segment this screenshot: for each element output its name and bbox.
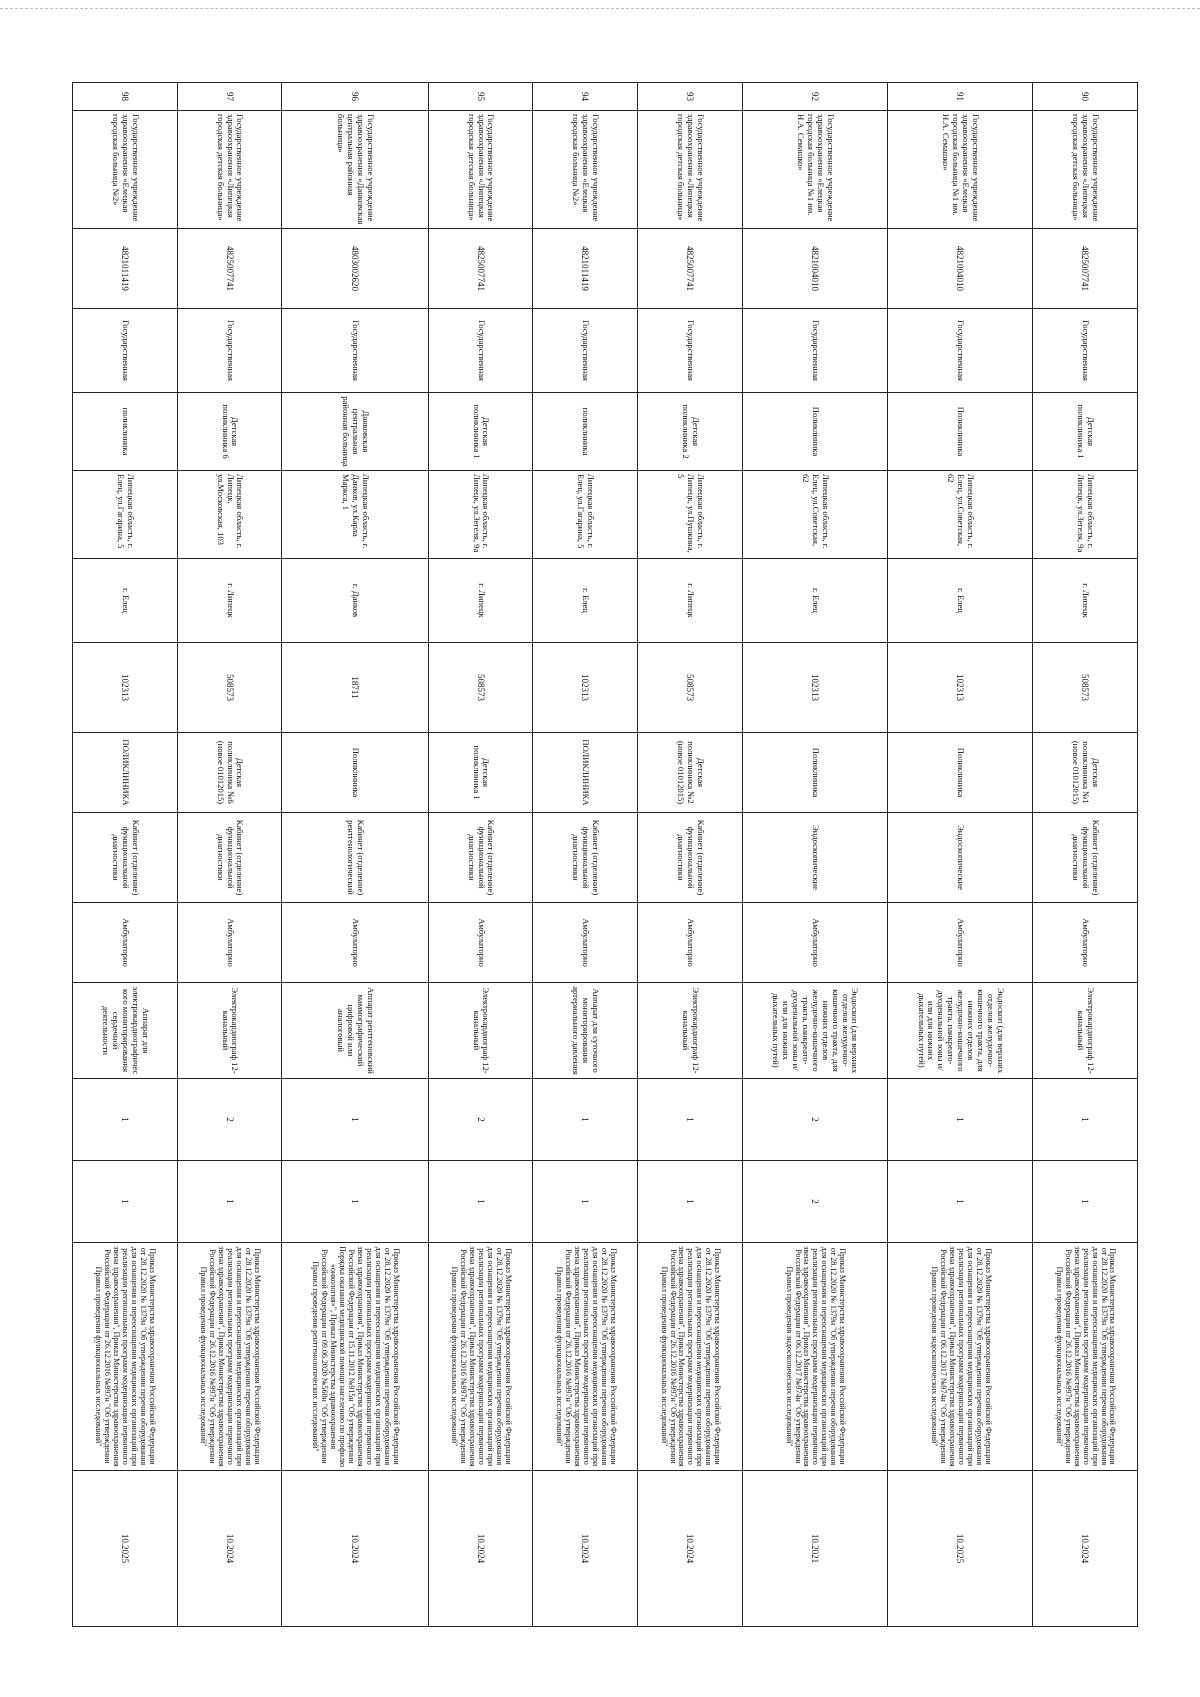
row-number-cell: 97	[177, 83, 282, 111]
oktmo-code-cell: 102313	[888, 643, 1033, 733]
legal-basis-cell: Приказ Министерства здравоохранения Российской Федерации от 28.12.2020 № 1379н "Об утверждении перечня оборудования для оснащения и переоснащения медицинских организаций при реализации региональных программ модернизации первичного звена здравоохранения", Приказ Министерства здравоохранения Российской Федерации от 26.12.2016 №997н "Об утверждении Правил проведения функциональных исследований"	[177, 1243, 282, 1471]
cabinet-cell: Кабинет (отделение) функциональной диагностики	[638, 813, 743, 903]
quantity-cell: 1	[73, 1079, 178, 1161]
address-cell: Липецкая область, г. Липецк, ул.Зегеля, 9а	[428, 471, 533, 559]
oktmo-code-cell: 508573	[638, 643, 743, 733]
quantity-needed-cell: 1	[73, 1161, 178, 1243]
quantity-cell: 2	[428, 1079, 533, 1161]
care-mode-cell: Амбулаторно	[533, 903, 638, 983]
division-cell: Детская поликлиника №2 (новое 01012015)	[638, 733, 743, 813]
inn-code-cell: 4821011419	[73, 229, 178, 309]
table-row	[1033, 83, 1138, 1627]
delivery-date-cell: 10.2024	[1033, 1471, 1138, 1627]
quantity-needed-cell: 1	[177, 1161, 282, 1243]
table-row	[282, 83, 428, 1627]
address-cell: Липецкая область, г. Елец, ул.Советская, 62	[742, 471, 887, 559]
address-cell: Липецкая область, г. Данков, ул.Карла Маркса, 1	[282, 471, 428, 559]
ownership-form-cell: Государственная	[73, 309, 178, 393]
address-cell: Липецкая область, г. Липецк, ул.Московская, 103	[177, 471, 282, 559]
legal-basis-cell: Приказ Министерства здравоохранения Российской Федерации от 28.12.2020 № 1379н "Об утверждении перечня оборудования для оснащения и переоснащения медицинских организаций при реализации региональных программ модернизации первичного звена здравоохранения", Приказ Министерства здравоохранения Российской Федерации от 26.12.2016 №997н "Об утверждении Правил проведения функциональных исследований"	[533, 1243, 638, 1471]
division-cell: Детская поликлиника №1 (новое 01012015)	[1033, 733, 1138, 813]
oktmo-code-cell: 508573	[177, 643, 282, 733]
row-number-cell: 92	[742, 83, 887, 111]
division-cell: Поликлиника	[282, 733, 428, 813]
oktmo-code-cell: 508573	[428, 643, 533, 733]
equipment-name-cell: Электрокардиограф 12-канальный	[1033, 983, 1138, 1079]
organization-name-cell: Государственное учреждение здравоохранения «Липецкая городская детская больница»	[638, 111, 743, 229]
address-cell: Липецкая область, г. Елец, ул.Гагарина, 5	[73, 471, 178, 559]
oktmo-code-cell: 102313	[533, 643, 638, 733]
equipment-name-cell: Аппарат для электрокардиографического мониторирования сердечной деятельности	[73, 983, 178, 1079]
ownership-form-cell: Государственная	[177, 309, 282, 393]
cabinet-cell: Эндоскопические	[742, 813, 887, 903]
equipment-name-cell: Аппарат рентгеновский маммографический цифровой или аналоговый	[282, 983, 428, 1079]
delivery-date-cell: 10.2025	[888, 1471, 1033, 1627]
ownership-form-cell: Государственная	[742, 309, 887, 393]
legal-basis-cell: Приказ Министерства здравоохранения Российской Федерации от 28.12.2020 № 1379н "Об утверждении перечня оборудования для оснащения и переоснащения медицинских организаций при реализации региональных программ модернизации первичного звена здравоохранения", Приказ Министерства здравоохранения Российской Федерации от 26.12.2016 №997н "Об утверждении Правил проведения функциональных исследований"	[638, 1243, 743, 1471]
delivery-date-cell: 10.2024	[282, 1471, 428, 1627]
care-mode-cell: Амбулаторно	[428, 903, 533, 983]
division-cell: Детская поликлиника №6 (новое 01012015)	[177, 733, 282, 813]
table-row	[533, 83, 638, 1627]
quantity-cell: 1	[533, 1079, 638, 1161]
quantity-needed-cell: 1	[428, 1161, 533, 1243]
row-number-cell: 91	[888, 83, 1033, 111]
legal-basis-cell: Приказ Министерства здравоохранения Российской Федерации от 28.12.2020 № 1379н "Об утверждении перечня оборудования для оснащения и переоснащения медицинских организаций при реализации региональных программ модернизации первичного звена здравоохранения", Приказ Министерства здравоохранения Российской Федерации от 06.12.2017 №974н "Об утверждении Правил проведения эндоскопических исследований"	[888, 1243, 1033, 1471]
legal-basis-cell: Приказ Министерства здравоохранения Российской Федерации от 28.12.2020 № 1379н "Об утверждении перечня оборудования для оснащения и переоснащения медицинских организаций при реализации региональных программ модернизации первичного звена здравоохранения", Приказ Министерства здравоохранения Российской Федерации от 06.12.2017 №974н "Об утверждении Правил проведения эндоскопических исследований"	[742, 1243, 887, 1471]
legal-basis-cell: Приказ Министерства здравоохранения Российской Федерации от 28.12.2020 № 1379н "Об утверждении перечня оборудования для оснащения и переоснащения медицинских организаций при реализации региональных программ модернизации первичного звена здравоохранения", Приказ Министерства здравоохранения Российской Федерации от 15.11.2012 №915н "Об утверждении Порядка оказания медицинской помощи населению по профилю «онкология»", Приказ Министерства здравоохранения Российской Федерации от 09.06.2020 №560н "Об утверждении Правил проведения рентгенологических исследований"	[282, 1243, 428, 1471]
cabinet-cell: Кабинет (отделение) функциональной диагностики	[533, 813, 638, 903]
legal-basis-cell: Приказ Министерства здравоохранения Российской Федерации от 28.12.2020 № 1379н "Об утверждении перечня оборудования для оснащения и переоснащения медицинских организаций при реализации региональных программ модернизации первичного звена здравоохранения", Приказ Министерства здравоохранения Российской Федерации от 26.12.2016 №997н "Об утверждении Правил проведения функциональных исследований"	[428, 1243, 533, 1471]
care-mode-cell: Амбулаторно	[888, 903, 1033, 983]
delivery-date-cell: 10.2024	[533, 1471, 638, 1627]
page-top-edge	[0, 8, 1200, 9]
inn-code-cell: 4825007741	[177, 229, 282, 309]
address-cell: Липецкая область, г. Липецк, ул.Пушкина, 5	[638, 471, 743, 559]
legal-basis-cell: Приказ Министерства здравоохранения Российской Федерации от 28.12.2020 № 1379н "Об утверждении перечня оборудования для оснащения и переоснащения медицинских организаций при реализации региональных программ модернизации первичного звена здравоохранения", Приказ Министерства здравоохранения Российской Федерации от 26.12.2016 №997н "Об утверждении Правил проведения функциональных исследований"	[73, 1243, 178, 1471]
ownership-form-cell: Государственная	[533, 309, 638, 393]
cabinet-cell: Кабинет (отделение) рентгенологический	[282, 813, 428, 903]
organization-name-cell: Государственное учреждение здравоохранения «Елецкая городская больница №2»	[73, 111, 178, 229]
equipment-name-cell: Аппарат для суточного мониторирования артериального давления	[533, 983, 638, 1079]
city-cell: г. Елец	[73, 559, 178, 643]
division-cell: Детская поликлиника 1	[428, 733, 533, 813]
division-cell: Поликлиника	[742, 733, 887, 813]
organization-name-cell: Государственное учреждение здравоохранения «Липецкая городская детская больница»	[1033, 111, 1138, 229]
table-row	[73, 83, 178, 1627]
equipment-name-cell: Электрокардиограф 12-канальный	[638, 983, 743, 1079]
care-mode-cell: Амбулаторно	[282, 903, 428, 983]
delivery-date-cell: 10.2024	[428, 1471, 533, 1627]
city-cell: г. Липецк	[638, 559, 743, 643]
row-number-cell: 98	[73, 83, 178, 111]
structural-unit-cell: Детская поликлиника 1	[428, 393, 533, 471]
table-row	[742, 83, 887, 1627]
row-number-cell: 93	[638, 83, 743, 111]
cabinet-cell: Кабинет (отделение) функциональной диагностики	[1033, 813, 1138, 903]
city-cell: г. Липецк	[428, 559, 533, 643]
quantity-needed-cell: 1	[638, 1161, 743, 1243]
care-mode-cell: Амбулаторно	[1033, 903, 1138, 983]
structural-unit-cell: Детская поликлиника 2	[638, 393, 743, 471]
division-cell: Поликлиника	[888, 733, 1033, 813]
cabinet-cell: Кабинет (отделение) функциональной диагностики	[428, 813, 533, 903]
organization-name-cell: Государственное учреждение здравоохранения «Елецкая городская больница №1 им. Н.А. Семашко»	[742, 111, 887, 229]
structural-unit-cell: Детская поликлиника 1	[1033, 393, 1138, 471]
inn-code-cell: 4825007741	[638, 229, 743, 309]
delivery-date-cell: 10.2024	[638, 1471, 743, 1627]
quantity-needed-cell: 1	[533, 1161, 638, 1243]
city-cell: г. Липецк	[1033, 559, 1138, 643]
table-row	[888, 83, 1033, 1627]
organization-name-cell: Государственное учреждение здравоохранения «Данковская центральная районная больница»	[282, 111, 428, 229]
organization-name-cell: Государственное учреждение здравоохранения «Елецкая городская больница №2»	[533, 111, 638, 229]
ownership-form-cell: Государственная	[888, 309, 1033, 393]
organization-name-cell: Государственное учреждение здравоохранения «Липецкая городская детская больница»	[177, 111, 282, 229]
structural-unit-cell: Поликлиника	[888, 393, 1033, 471]
quantity-cell: 1	[282, 1079, 428, 1161]
city-cell: г. Елец	[742, 559, 887, 643]
address-cell: Липецкая область, г. Липецк, ул.Зегеля, 9а	[1033, 471, 1138, 559]
care-mode-cell: Амбулаторно	[177, 903, 282, 983]
structural-unit-cell: поликлиника	[73, 393, 178, 471]
oktmo-code-cell: 102313	[73, 643, 178, 733]
quantity-cell: 2	[177, 1079, 282, 1161]
oktmo-code-cell: 508573	[1033, 643, 1138, 733]
equipment-name-cell: Электрокардиограф 12-канальный	[428, 983, 533, 1079]
row-number-cell: 95	[428, 83, 533, 111]
care-mode-cell: Амбулаторно	[742, 903, 887, 983]
ownership-form-cell: Государственная	[638, 309, 743, 393]
care-mode-cell: Амбулаторно	[638, 903, 743, 983]
quantity-needed-cell: 1	[888, 1161, 1033, 1243]
quantity-cell: 1	[888, 1079, 1033, 1161]
structural-unit-cell: Данковская центральная районная больница	[282, 393, 428, 471]
city-cell: г. Елец	[533, 559, 638, 643]
legal-basis-cell: Приказ Министерства здравоохранения Российской Федерации от 28.12.2020 № 1379н "Об утверждении перечня оборудования для оснащения и переоснащения медицинских организаций при реализации региональных программ модернизации первичного звена здравоохранения", Приказ Министерства здравоохранения Российской Федерации от 26.12.2016 №997н "Об утверждении Правил проведения функциональных исследований"	[1033, 1243, 1138, 1471]
division-cell: ПОЛИКЛИНИКА	[73, 733, 178, 813]
organization-name-cell: Государственное учреждение здравоохранения «Елецкая городская больница №1 им. Н.А. Семашко»	[888, 111, 1033, 229]
equipment-table	[72, 82, 1138, 1627]
ownership-form-cell: Государственная	[282, 309, 428, 393]
organization-name-cell: Государственное учреждение здравоохранения «Липецкая городская детская больница»	[428, 111, 533, 229]
address-cell: Липецкая область, г. Елец, ул.Советская, 62	[888, 471, 1033, 559]
inn-code-cell: 4825007741	[428, 229, 533, 309]
cabinet-cell: Эндоскопические	[888, 813, 1033, 903]
delivery-date-cell: 10.2024	[177, 1471, 282, 1627]
quantity-needed-cell: 1	[282, 1161, 428, 1243]
structural-unit-cell: Детская поликлиника 6	[177, 393, 282, 471]
structural-unit-cell: Поликлиника	[742, 393, 887, 471]
inn-code-cell: 4821011419	[533, 229, 638, 309]
oktmo-code-cell: 18711	[282, 643, 428, 733]
quantity-cell: 1	[1033, 1079, 1138, 1161]
ownership-form-cell: Государственная	[1033, 309, 1138, 393]
equipment-name-cell: Электрокардиограф 12-канальный	[177, 983, 282, 1079]
inn-code-cell: 4821004010	[888, 229, 1033, 309]
cabinet-cell: Кабинет (отделение) функциональной диагностики	[73, 813, 178, 903]
city-cell: г. Липецк	[177, 559, 282, 643]
table-row	[428, 83, 533, 1627]
quantity-cell: 2	[742, 1079, 887, 1161]
cabinet-cell: Кабинет (отделение) функциональной диагностики	[177, 813, 282, 903]
row-number-cell: 96	[282, 83, 428, 111]
oktmo-code-cell: 102313	[742, 643, 887, 733]
city-cell: г. Елец	[888, 559, 1033, 643]
inn-code-cell: 4803002620	[282, 229, 428, 309]
division-cell: ПОЛИКЛИНИКА	[533, 733, 638, 813]
quantity-needed-cell: 2	[742, 1161, 887, 1243]
quantity-needed-cell: 1	[1033, 1161, 1138, 1243]
quantity-cell: 1	[638, 1079, 743, 1161]
delivery-date-cell: 10.2025	[73, 1471, 178, 1627]
care-mode-cell: Амбулаторно	[73, 903, 178, 983]
ownership-form-cell: Государственная	[428, 309, 533, 393]
row-number-cell: 90	[1033, 83, 1138, 111]
inn-code-cell: 4825007741	[1033, 229, 1138, 309]
table-row	[177, 83, 282, 1627]
equipment-name-cell: Эндоскоп (для верхних отделов желудочно-кишечного тракта, для нижних отделов желудочно-кишечного тракта, панкреато-дуоденальной зоны и/или для нижних дыхательных путей)	[742, 983, 887, 1079]
inn-code-cell: 4821004010	[742, 229, 887, 309]
table-row	[638, 83, 743, 1627]
delivery-date-cell: 10.2021	[742, 1471, 887, 1627]
city-cell: г. Данков	[282, 559, 428, 643]
rotated-table-container	[72, 82, 1138, 1626]
address-cell: Липецкая область, г. Елец, ул.Гагарина, 5	[533, 471, 638, 559]
equipment-name-cell: Эндоскоп (для верхних отделов желудочно-кишечного тракта, для нижних отделов желудочно-кишечного тракта, панкреато-дуоденальной зоны и/или для нижних дыхательных путей)	[888, 983, 1033, 1079]
structural-unit-cell: поликлиника	[533, 393, 638, 471]
row-number-cell: 94	[533, 83, 638, 111]
